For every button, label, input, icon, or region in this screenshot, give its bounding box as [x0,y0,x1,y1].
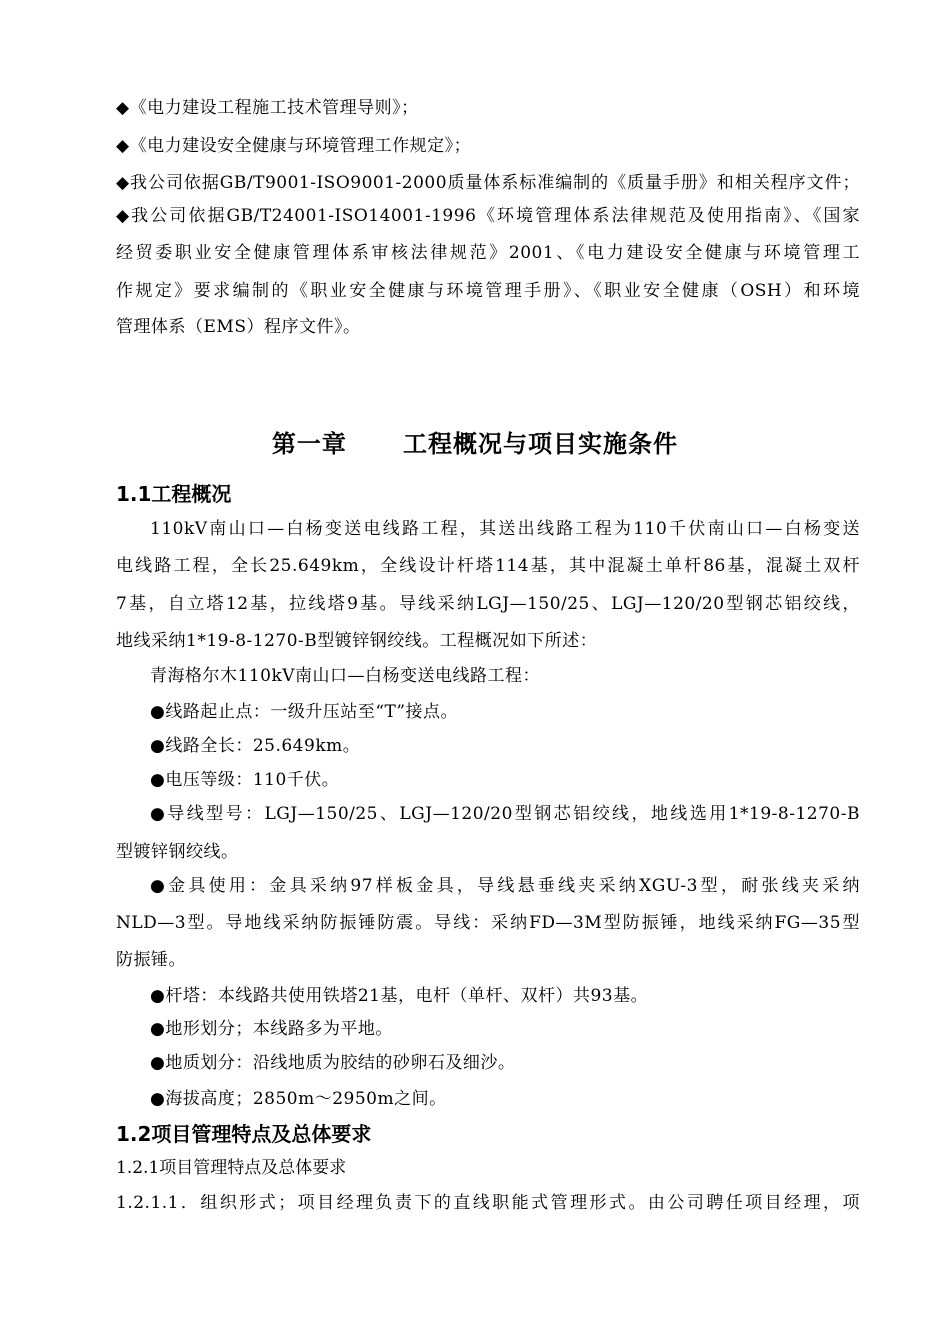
list-item-continuation: NLD—3型。导地线采纳防振锤防震。导线：采纳FD—3M型防振锤，地线采纳FG—35型 [116,913,860,933]
paragraph-line: 1.2.1.1．组织形式；项目经理负责下的直线职能式管理形式。由公司聘任项目经理，项 [116,1193,860,1213]
paragraph-line: 7基，自立塔12基，拉线塔9基。导线采纳LGJ—150/25、LGJ—120/20型钢芯铝绞线， [116,594,860,614]
list-item-continuation: 型镀锌钢绞线。 [116,842,239,862]
section-heading-1-2: 1.2项目管理特点及总体要求 [116,1122,372,1146]
section-heading-1-1: 1.1工程概况 [116,482,232,506]
reference-line: ◆《电力建设工程施工技术管理导则》； [116,98,419,118]
list-item: ●线路起止点：一级升压站至“T”接点。 [150,702,459,722]
paragraph-line: 110kV南山口—白杨变送电线路工程，其送出线路工程为110千伏南山口—白杨变送 [150,519,860,539]
list-item: ●海拔高度；2850m～2950m之间。 [150,1089,447,1109]
list-item: ●杆塔：本线路共使用铁塔21基，电杆（单杆、双杆）共93基。 [150,986,649,1006]
list-item: ●线路全长：25.649km。 [150,736,361,756]
reference-line: 管理体系（EMS）程序文件》。 [116,317,361,337]
paragraph-line: 电线路工程，全长25.649km，全线设计杆塔114基，其中混凝土单杆86基，混凝土双杆 [116,556,860,576]
reference-line: 作规定》要求编制的《职业安全健康与环境管理手册》、《职业安全健康（OSH）和环境 [116,281,860,301]
list-item: ●导线型号：LGJ—150/25、LGJ—120/20型钢芯铝绞线，地线选用1*19-8-1270-B [150,804,860,824]
chapter-title: 第一章 工程概况与项目实施条件 [271,430,679,458]
reference-line: ◆我公司依据GB/T9001-ISO9001-2000质量体系标准编制的《质量手册》和相关程序文件； [116,173,860,193]
list-item: ●地质划分：沿线地质为胶结的砂卵石及细沙。 [150,1053,516,1073]
paragraph-line: 地线采纳1*19-8-1270-B型镀锌钢绞线。工程概况如下所述： [116,631,598,651]
list-item-continuation: 防振锤。 [116,950,186,970]
project-name-line: 青海格尔木110kV南山口—白杨变送电线路工程： [150,666,541,686]
list-item: ●金具使用：金具采纳97样板金具，导线悬垂线夹采纳XGU-3型，耐张线夹采纳 [150,876,860,896]
list-item: ●电压等级：110千伏。 [150,770,340,790]
reference-line: ◆《电力建设安全健康与环境管理工作规定》； [116,136,472,156]
subsection-heading-1-2-1: 1.2.1项目管理特点及总体要求 [116,1158,347,1178]
reference-line: 经贸委职业安全健康管理体系审核法律规范》2001、《电力建设安全健康与环境管理工 [116,243,860,263]
list-item: ●地形划分；本线路多为平地。 [150,1019,393,1039]
reference-line: ◆我公司依据GB/T24001-ISO14001-1996《环境管理体系法律规范及使用指南》、《国家 [116,206,860,226]
